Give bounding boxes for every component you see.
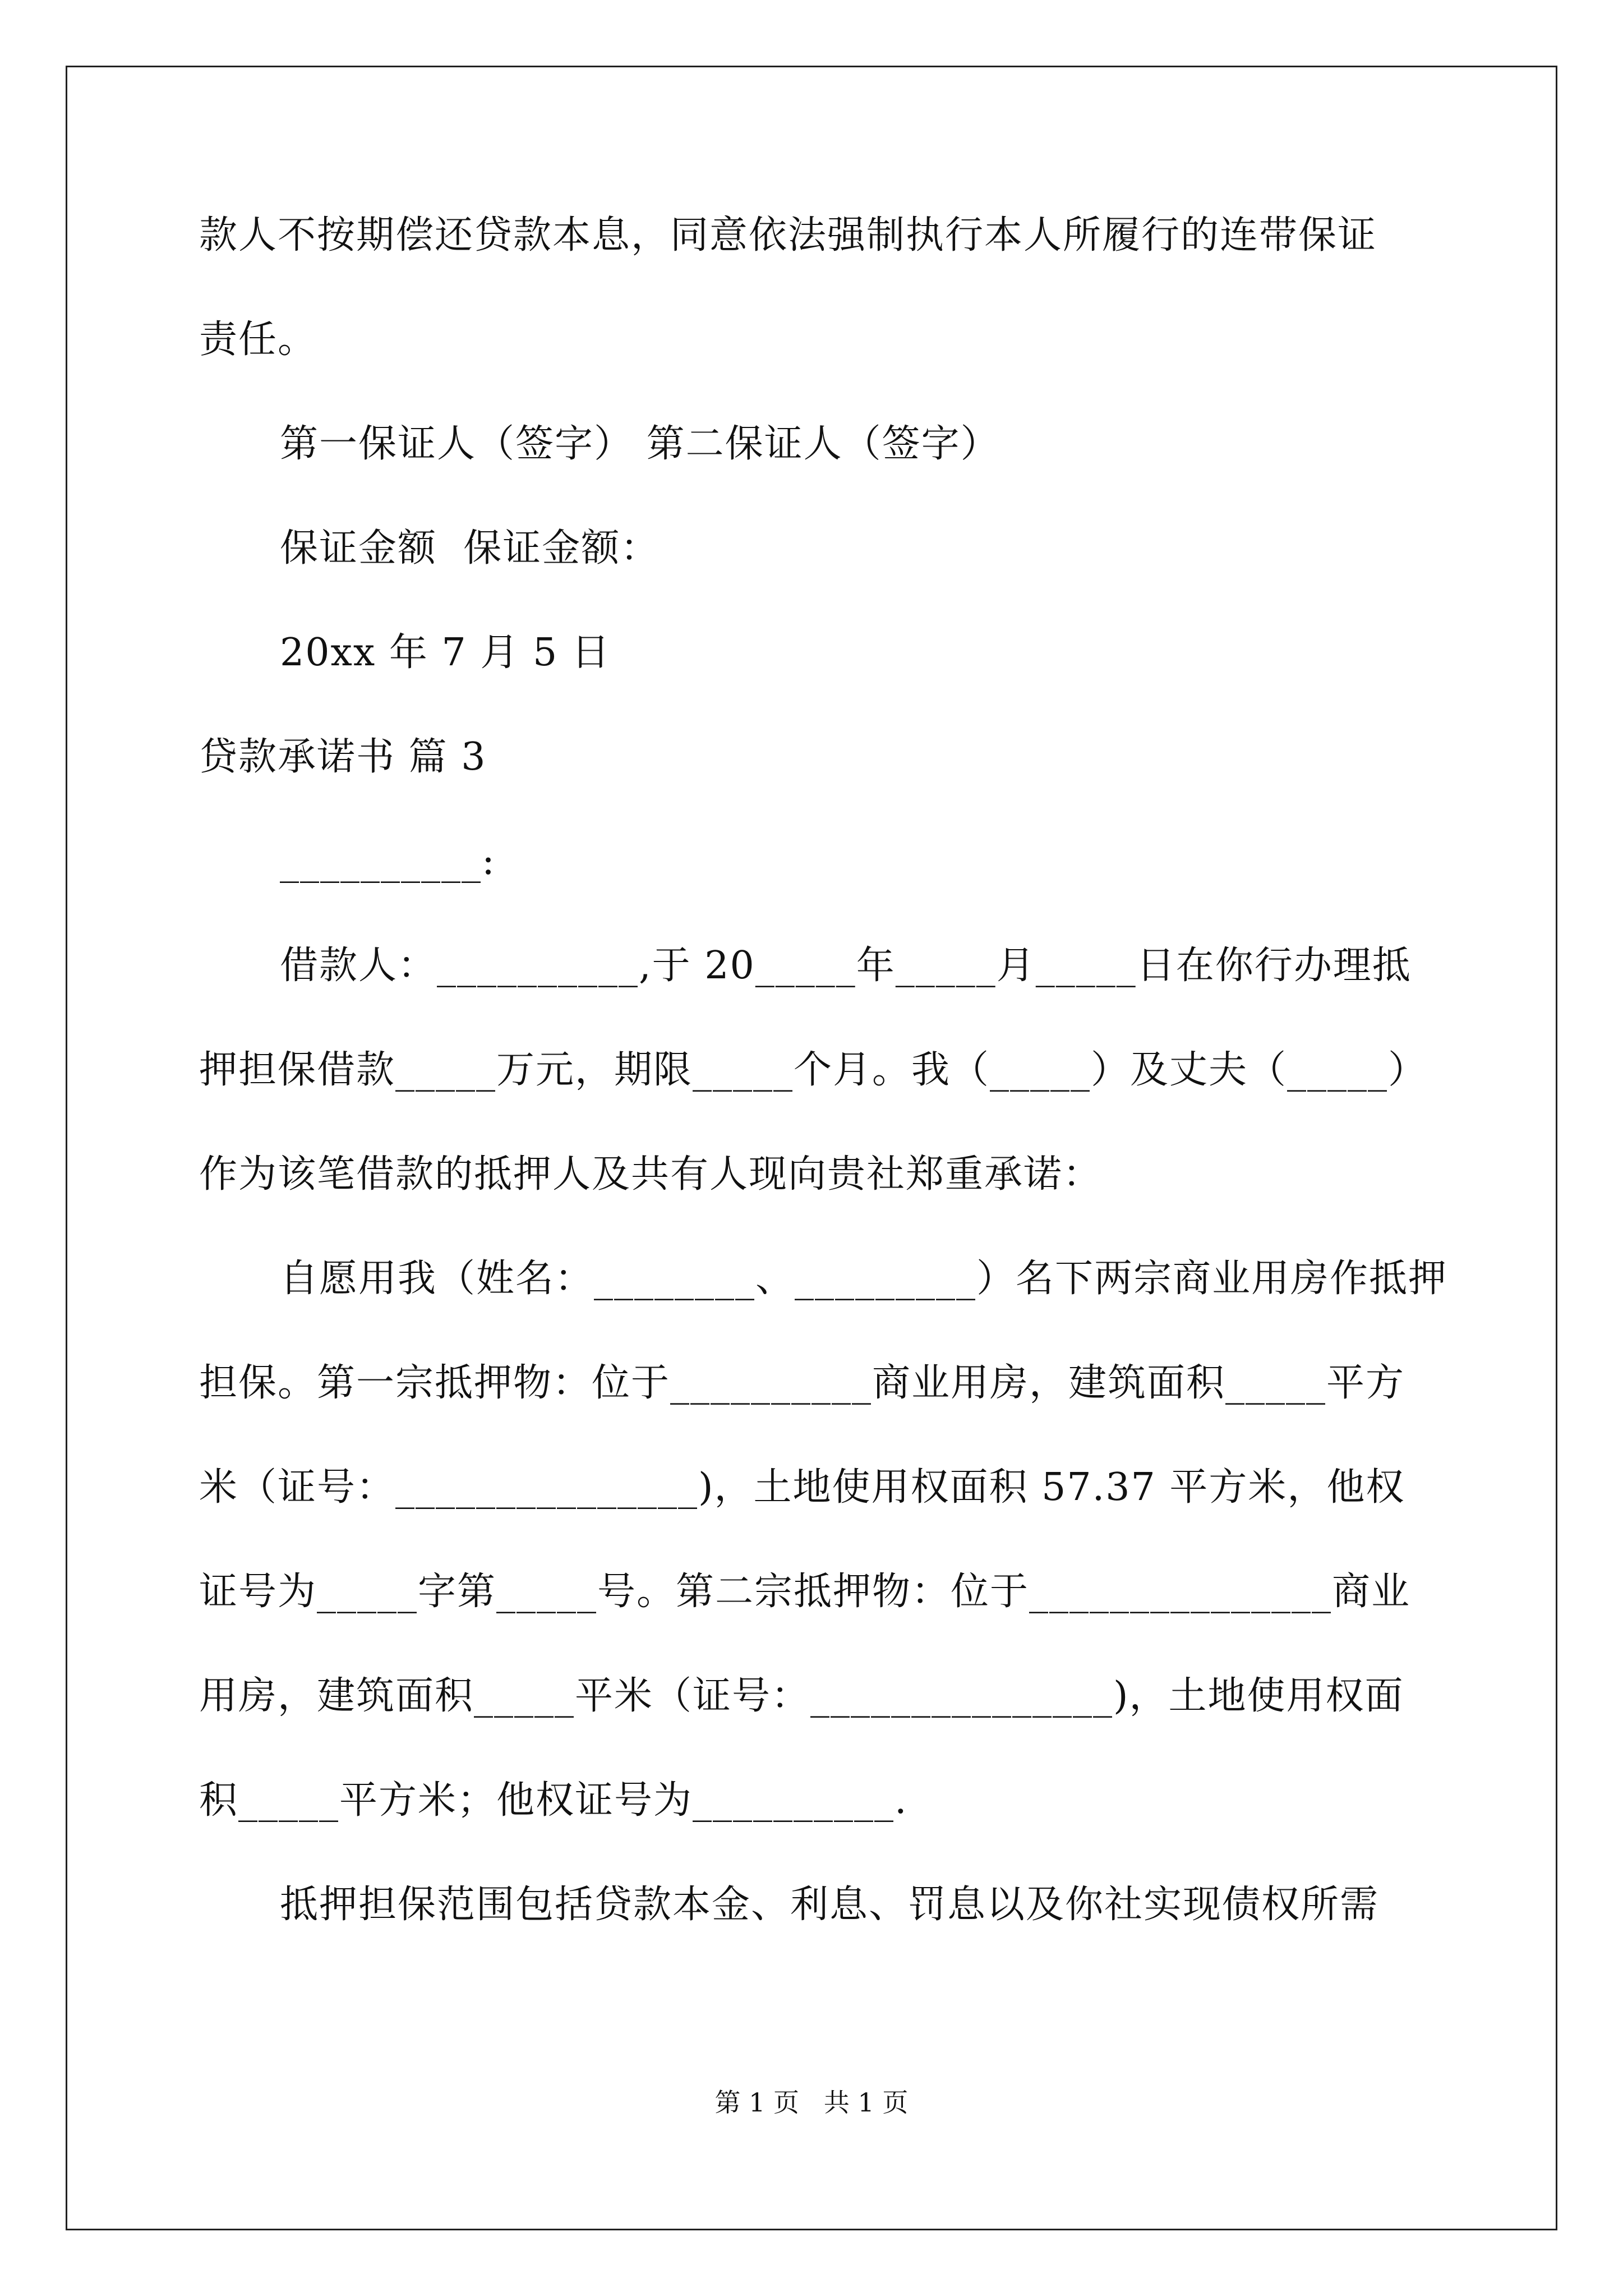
signature-line: 第一保证人（签字） 第二保证人（签字）	[280, 422, 1000, 466]
text-line: 积_____平方米；他权证号为__________.	[199, 1778, 908, 1823]
text-line: 款人不按期偿还贷款本息，同意依法强制执行本人所履行的连带保证	[199, 213, 1377, 257]
section-heading: 贷款承诺书 篇 3	[199, 735, 487, 779]
text-line: 作为该笔借款的抵押人及共有人现向贵社郑重承诺：	[199, 1152, 1103, 1197]
text-line: 借款人：__________,于 20_____年_____月_____日在你行办理抵	[280, 944, 1412, 988]
text-line: 抵押担保范围包括贷款本金、利息、罚息以及你社实现债权所需	[280, 1883, 1380, 1927]
text-line: 米（证号：_______________)，土地使用权面积 57.37 平方米，他权	[199, 1465, 1405, 1510]
text-line: 担保。第一宗抵押物：位于__________商业用房，建筑面积_____平方	[199, 1361, 1405, 1405]
text-line: 责任。	[199, 318, 317, 362]
text-line: 自愿用我（姓名：________、_________）名下两宗商业用房作抵押	[280, 1257, 1448, 1301]
page-footer: 第 1 页 共 1 页	[714, 2087, 909, 2118]
text-line: 用房，建筑面积_____平米（证号：_______________)，土地使用权面	[199, 1674, 1404, 1718]
text-line: 押担保借款_____万元，期限_____个月。我（_____）及丈夫（_____）	[199, 1048, 1428, 1092]
guarantee-amount-line: 保证金额 保证金额：	[280, 526, 660, 570]
addressee-line: __________:	[280, 839, 496, 884]
text-line: 证号为_____字第_____号。第二宗抵押物：位于_______________商业	[199, 1570, 1411, 1614]
date-line: 20xx 年 7 月 5 日	[280, 631, 611, 675]
